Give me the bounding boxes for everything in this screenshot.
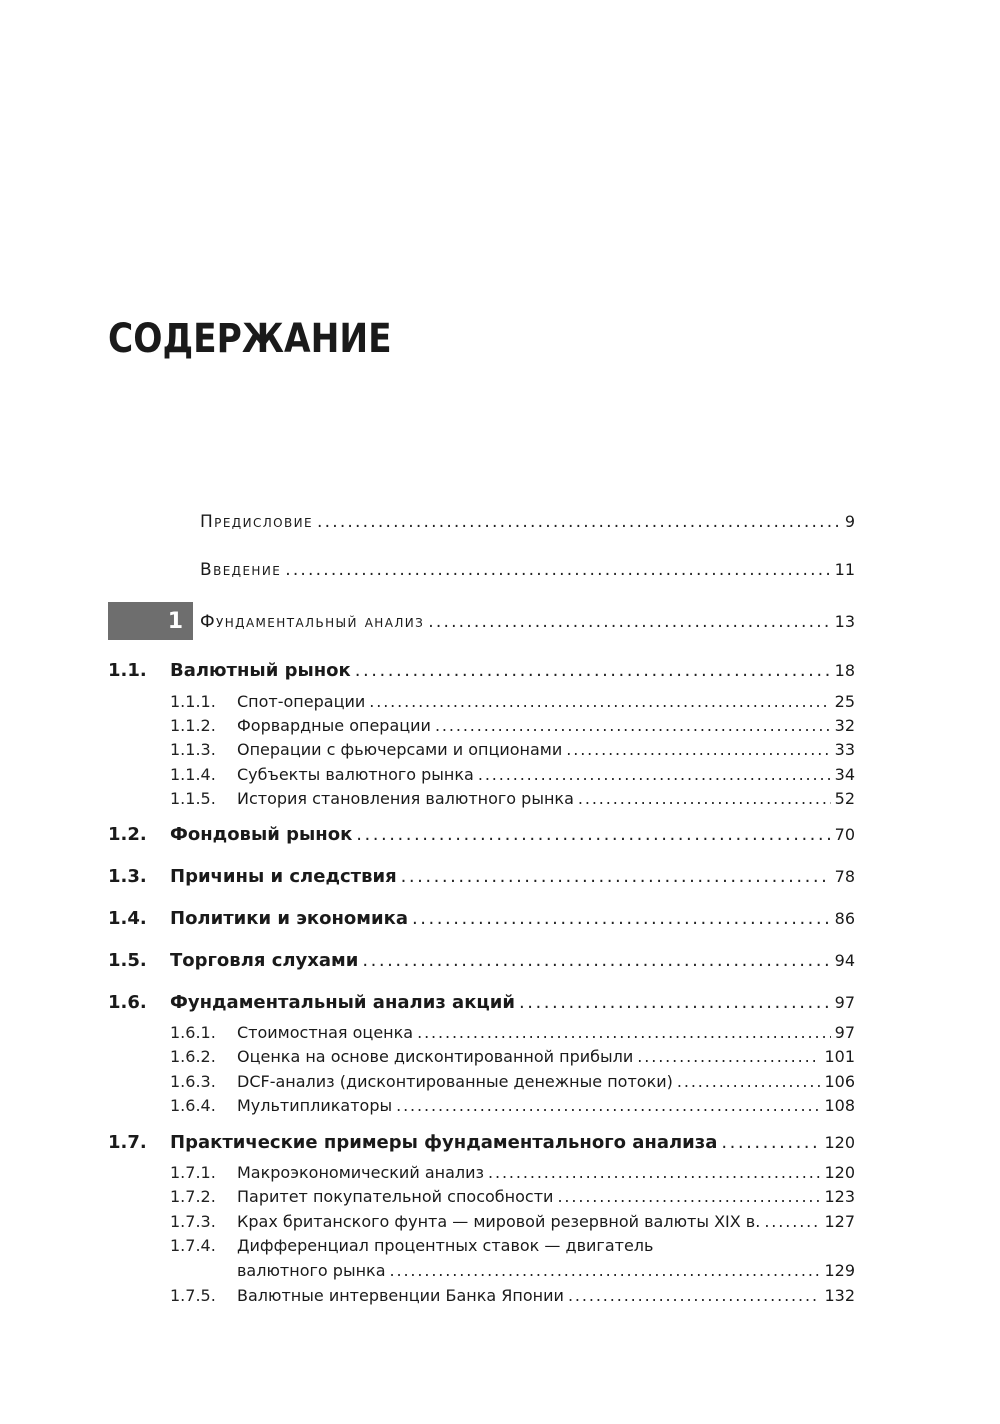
subsection-label: История становления валютного рынка xyxy=(237,789,574,808)
toc-entry-section[interactable] xyxy=(170,866,855,887)
toc-entry-page: 120 xyxy=(824,1163,855,1182)
toc-entry-subsection[interactable] xyxy=(237,1096,855,1115)
dot-leader xyxy=(566,740,830,759)
toc-entry-subsection[interactable] xyxy=(237,1047,855,1066)
toc-entry-subsection[interactable] xyxy=(237,1212,855,1231)
toc-entry-page: 101 xyxy=(824,1047,855,1066)
toc-entry-page: 13 xyxy=(834,612,855,631)
subsection-number: 1.1.5. xyxy=(170,789,216,808)
subsection-number: 1.1.4. xyxy=(170,765,216,784)
subsection-number: 1.6.1. xyxy=(170,1023,216,1042)
toc-entry-section[interactable] xyxy=(170,660,855,681)
subsection-label: валютного рынка xyxy=(237,1261,386,1280)
toc-entry-subsection[interactable] xyxy=(237,765,855,784)
dot-leader xyxy=(764,1212,820,1231)
section-label: Фондовый рынок xyxy=(170,824,353,845)
subsection-label: Валютные интервенции Банка Японии xyxy=(237,1286,564,1305)
toc-entry-subsection[interactable] xyxy=(237,1187,855,1206)
subsection-label: Крах британского фунта — мировой резервной валюты XIX в. xyxy=(237,1212,761,1231)
toc-entry-page: 11 xyxy=(834,560,855,579)
dot-leader xyxy=(417,1023,831,1042)
dot-leader xyxy=(428,612,830,632)
subsection-number: 1.1.3. xyxy=(170,740,216,759)
subsection-label: DCF-анализ (дисконтированные денежные потоки) xyxy=(237,1072,673,1091)
section-label: Политики и экономика xyxy=(170,908,408,929)
dot-leader xyxy=(362,950,830,971)
dot-leader xyxy=(355,660,831,681)
toc-entry-page: 94 xyxy=(834,951,855,970)
toc-entry-chapter-1[interactable] xyxy=(200,612,855,632)
toc-entry-label: Введение xyxy=(200,560,282,580)
dot-leader xyxy=(677,1072,821,1091)
toc-entry-page: 97 xyxy=(834,993,855,1012)
toc-entry-subsection[interactable] xyxy=(237,740,855,759)
section-number: 1.1. xyxy=(108,660,147,681)
page-title: СОДЕРЖАНИЕ xyxy=(108,316,392,362)
dot-leader xyxy=(390,1261,821,1280)
subsection-label: Паритет покупательной способности xyxy=(237,1187,554,1206)
toc-entry-subsection[interactable] xyxy=(237,789,855,808)
toc-entry-page: 127 xyxy=(824,1212,855,1231)
dot-leader xyxy=(568,1286,821,1305)
toc-entry-section[interactable] xyxy=(170,824,855,845)
toc-entry-section[interactable] xyxy=(170,1132,855,1153)
dot-leader xyxy=(285,560,830,580)
toc-entry-subsection[interactable] xyxy=(237,1261,855,1280)
subsection-number: 1.7.3. xyxy=(170,1212,216,1231)
toc-entry-page: 129 xyxy=(824,1261,855,1280)
dot-leader xyxy=(396,1096,820,1115)
toc-entry-page: 70 xyxy=(834,825,855,844)
section-number: 1.2. xyxy=(108,824,147,845)
subsection-label: Операции с фьючерсами и опционами xyxy=(237,740,563,759)
section-number: 1.5. xyxy=(108,950,147,971)
toc-entry-page: 52 xyxy=(834,789,855,808)
toc-entry-page: 86 xyxy=(834,909,855,928)
section-number: 1.7. xyxy=(108,1132,147,1153)
section-label: Фундаментальный анализ акций xyxy=(170,992,515,1013)
toc-entry-page: 18 xyxy=(834,661,855,680)
toc-entry-page: 108 xyxy=(824,1096,855,1115)
dot-leader xyxy=(578,789,831,808)
toc-entry-subsection[interactable] xyxy=(237,692,855,711)
dot-leader xyxy=(317,512,841,532)
chapter-number-badge: 1 xyxy=(108,602,193,640)
section-label: Валютный рынок xyxy=(170,660,351,681)
toc-entry-preface[interactable] xyxy=(200,512,855,532)
subsection-number: 1.7.4. xyxy=(170,1236,216,1255)
toc-entry-page: 9 xyxy=(844,512,855,531)
dot-leader xyxy=(435,716,831,735)
toc-entry-introduction[interactable] xyxy=(200,560,855,580)
dot-leader xyxy=(478,765,831,784)
subsection-label: Оценка на основе дисконтированной прибыли xyxy=(237,1047,634,1066)
subsection-label: Спот-операции xyxy=(237,692,366,711)
dot-leader xyxy=(369,692,830,711)
dot-leader xyxy=(401,866,831,887)
subsection-label: Субъекты валютного рынка xyxy=(237,765,474,784)
subsection-label: Стоимостная оценка xyxy=(237,1023,414,1042)
section-number: 1.3. xyxy=(108,866,147,887)
dot-leader xyxy=(637,1047,820,1066)
subsection-label: Форвардные операции xyxy=(237,716,431,735)
toc-entry-page: 106 xyxy=(824,1072,855,1091)
section-label: Практические примеры фундаментального анализа xyxy=(170,1132,718,1153)
subsection-number: 1.6.4. xyxy=(170,1096,216,1115)
dot-leader xyxy=(519,992,831,1013)
toc-entry-subsection[interactable] xyxy=(237,1286,855,1305)
toc-entry-page: 132 xyxy=(824,1286,855,1305)
toc-entry-section[interactable] xyxy=(170,908,855,929)
subsection-number: 1.6.3. xyxy=(170,1072,216,1091)
toc-entry-label: Предисловие xyxy=(200,512,313,532)
section-label: Торговля слухами xyxy=(170,950,359,971)
toc-entry-page: 123 xyxy=(824,1187,855,1206)
toc-entry-page: 33 xyxy=(834,740,855,759)
subsection-label: Макроэкономический анализ xyxy=(237,1163,485,1182)
toc-entry-subsection[interactable] xyxy=(237,1163,855,1182)
subsection-label-line1: Дифференциал процентных ставок — двигатель xyxy=(237,1236,654,1255)
section-number: 1.6. xyxy=(108,992,147,1013)
dot-leader xyxy=(412,908,831,929)
toc-entry-subsection[interactable] xyxy=(237,716,855,735)
toc-entry-page: 32 xyxy=(834,716,855,735)
toc-entry-subsection[interactable] xyxy=(237,1072,855,1091)
subsection-number: 1.6.2. xyxy=(170,1047,216,1066)
toc-entry-section[interactable] xyxy=(170,992,855,1013)
toc-entry-subsection[interactable] xyxy=(237,1023,855,1042)
section-number: 1.4. xyxy=(108,908,147,929)
dot-leader xyxy=(356,824,830,845)
chapter-label: Фундаментальный анализ xyxy=(200,612,425,632)
toc-entry-page: 78 xyxy=(834,867,855,886)
toc-entry-page: 25 xyxy=(834,692,855,711)
toc-entry-page: 34 xyxy=(834,765,855,784)
subsection-number: 1.7.5. xyxy=(170,1286,216,1305)
dot-leader xyxy=(721,1132,820,1153)
toc-entry-page: 120 xyxy=(824,1133,855,1152)
subsection-label: Мультипликаторы xyxy=(237,1096,393,1115)
subsection-number: 1.1.1. xyxy=(170,692,216,711)
dot-leader xyxy=(488,1163,820,1182)
dot-leader xyxy=(557,1187,820,1206)
section-label: Причины и следствия xyxy=(170,866,397,887)
subsection-number: 1.7.2. xyxy=(170,1187,216,1206)
subsection-number: 1.7.1. xyxy=(170,1163,216,1182)
subsection-number: 1.1.2. xyxy=(170,716,216,735)
toc-entry-section[interactable] xyxy=(170,950,855,971)
toc-entry-page: 97 xyxy=(834,1023,855,1042)
